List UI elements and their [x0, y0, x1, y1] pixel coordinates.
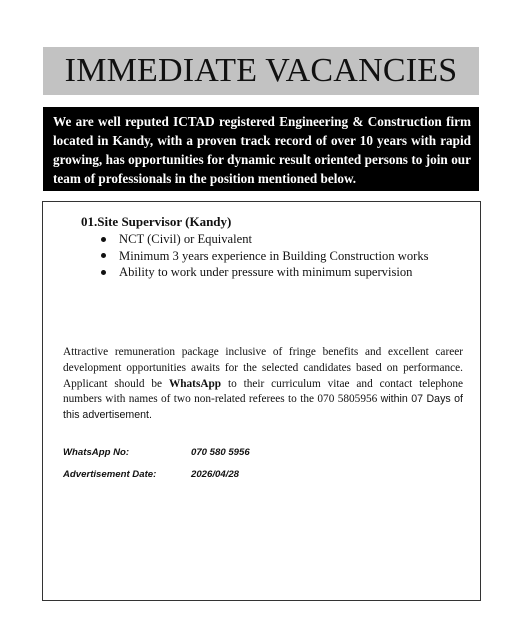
intro-box	[43, 107, 479, 191]
requirement-text: Minimum 3 years experience in Building Construction works	[119, 248, 429, 263]
title-banner	[43, 47, 479, 95]
instructions-part-3: within 07 Days of this advertisement.	[63, 393, 463, 422]
requirement-item	[101, 231, 429, 248]
bullet-icon	[101, 237, 106, 242]
vacancy-details-box	[42, 201, 481, 601]
bullet-icon	[101, 270, 106, 275]
whatsapp-label: WhatsApp No:	[63, 447, 130, 458]
intro-text: We are well reputed ICTAD registered Engineering & Construction firm located in Kandy, with a proven track record of over 10 years with rapid growing, has opportunities for dynamic result oriented persons to join our team of professionals in the position mentioned below.	[53, 114, 471, 186]
whatsapp-keyword: WhatsApp	[168, 377, 222, 390]
whatsapp-number: 070 580 5956	[191, 447, 250, 458]
requirement-item	[101, 248, 429, 265]
instructions-part-2: to their curriculum vitae and contact telephone numbers with names of two non-related referees to the 070 5805956	[63, 377, 463, 406]
instructions-part-1: Attractive remuneration package inclusive of fringe benefits and excellent career development opportunities awaits for the selected candidates based on performance. Applicant should be	[63, 346, 463, 390]
position-title: 01.Site Supervisor (Kandy)	[81, 214, 232, 229]
bullet-icon	[101, 253, 106, 258]
advertisement-date-label: Advertisement Date:	[63, 469, 157, 480]
requirement-item	[101, 264, 429, 281]
requirements-list	[101, 231, 429, 281]
application-instructions	[63, 345, 463, 424]
page-title: IMMEDIATE VACANCIES	[64, 52, 458, 89]
advertisement-date-value: 2026/04/28	[191, 469, 240, 480]
requirement-text: NCT (Civil) or Equivalent	[119, 232, 253, 246]
requirement-text: Ability to work under pressure with minimum supervision	[119, 265, 413, 279]
